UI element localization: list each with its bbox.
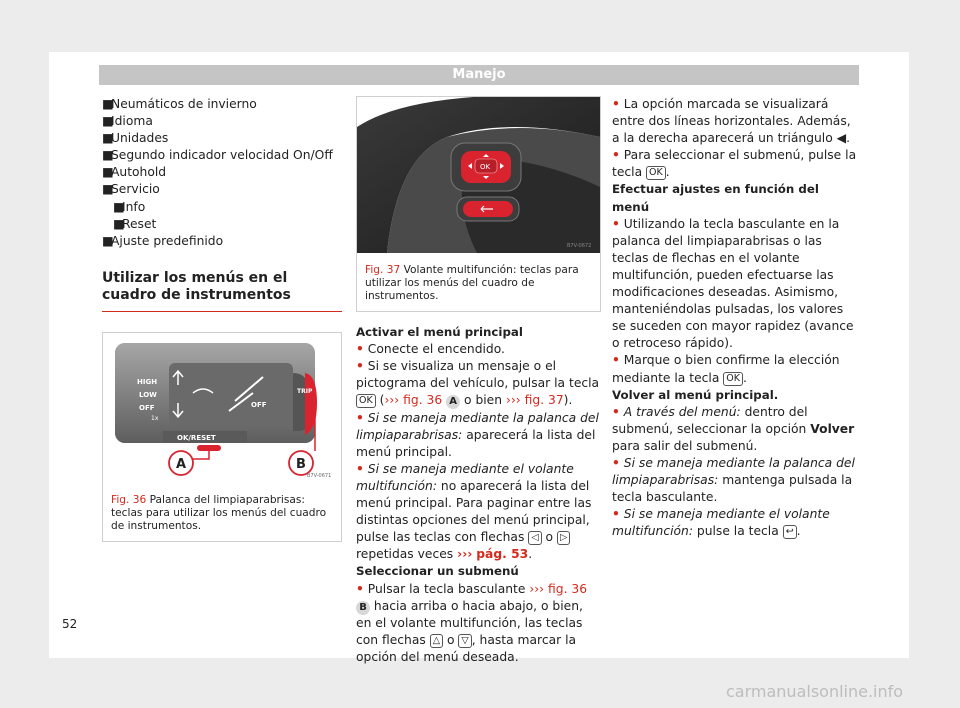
figure-36: [102, 332, 342, 542]
bullet: • La opción marcada se visualizará entre dos líneas horizontales. Además, a la derecha aparecerá un triángulo ◀.: [612, 97, 851, 146]
page-number: 52: [62, 617, 78, 631]
list-item: ■Neumáticos de invierno: [102, 97, 257, 111]
section-heading: Utilizar los menús en el cuadro de instrumentos: [102, 270, 342, 312]
label-trip: TRIP: [297, 387, 313, 395]
callout-a: A: [176, 456, 187, 472]
list-item: ■Autohold: [102, 165, 167, 180]
bullet: • Para seleccionar el submenú, pulse la tecla OK .: [612, 148, 857, 180]
label-off-right: OFF: [251, 400, 267, 409]
link-pag53[interactable]: pág. 53: [476, 547, 529, 562]
ok-key: OK: [723, 372, 743, 386]
figure-caption: Fig. 36 Palanca del limpiaparabrisas: teclas para utilizar los menús del cuadro de instrumentos.: [111, 493, 327, 532]
bullet: • Utilizando la tecla basculante en la palanca del limpiaparabrisas o las teclas de flechas en el volante multifunción, pueden efectuarse las modificaciones deseadas. Asimismo, manteniéndolas pulsadas, los valores se suceden con mayor rapidez (avance o retroceso rápido).: [612, 216, 854, 351]
list-item: ■Servicio: [102, 182, 160, 197]
ok-key: OK: [356, 394, 376, 408]
label-off: OFF: [139, 403, 155, 412]
bullet: • A través del menú: dentro del submenú, seleccionar la opción Volver para salir del submenú.: [612, 404, 855, 453]
bullet: • Si se visualiza un mensaje o el pictograma del vehículo, pulsar la tecla OK (››› fig. 36 A o bien ››› fig. 37).: [356, 359, 600, 408]
link-fig36[interactable]: fig. 36: [403, 393, 443, 408]
list-item-sub: ■Info: [113, 199, 146, 214]
label-high: HIGH: [137, 377, 158, 386]
section-header: Manejo: [99, 65, 859, 85]
bullet: • Si se maneja mediante la palanca del limpiaparabrisas: aparecerá la lista del menú principal.: [356, 410, 599, 459]
bullet: • Si se maneja mediante el volante multifunción: pulse la tecla ↩ .: [612, 507, 830, 539]
figure-caption: Fig. 37 Volante multifunción: teclas para utilizar los menús del cuadro de instrumentos.: [365, 264, 579, 303]
letter-a: A: [446, 395, 460, 409]
callout-b: B: [296, 456, 306, 472]
column-3: [612, 96, 859, 540]
wiper-lever-illustration: [103, 333, 341, 483]
subheading-ajustes: Efectuar ajustes en función del menú: [612, 182, 819, 214]
bullet: • Conecte el encendido.: [356, 342, 505, 357]
down-key: ▽: [458, 634, 471, 648]
figure-code: B7V-0672: [567, 243, 592, 249]
column-1: [102, 96, 342, 542]
bullet: • Pulsar la tecla basculante ››› fig. 36 B hacia arriba o hacia abajo, o bien, en el volante multifunción, las teclas con flechas △ o ▽ , hasta marcar la opción del menú deseada.: [356, 581, 588, 664]
back-key: ↩: [783, 525, 797, 539]
figure-code: B7V-0671: [307, 472, 332, 479]
link-fig36[interactable]: fig. 36: [548, 581, 588, 596]
bullet: • Si se maneja mediante el volante multifunción: no aparecerá la lista del menú principal. Para paginar entre las distintas opciones del menú principal, pulse las teclas con flechas ◁ o ▷ repetidas veces ››› pág. 53.: [356, 461, 592, 562]
subheading-volver: Volver al menú principal.: [612, 387, 779, 402]
link-fig37[interactable]: fig. 37: [524, 393, 564, 408]
watermark: carmanualsonline.info: [726, 682, 904, 701]
subheading-seleccionar: Seleccionar un submenú: [356, 564, 519, 579]
left-key: ◁: [528, 531, 541, 545]
bullet: • Si se maneja mediante la palanca del limpiaparabrisas: mantenga pulsada la tecla basculante.: [612, 455, 855, 505]
column-2: [356, 96, 601, 666]
ok-key: OK: [646, 166, 666, 180]
label-low: LOW: [139, 390, 157, 399]
wheel-ok-key: OK: [480, 163, 491, 171]
right-key: ▷: [557, 531, 570, 545]
up-key: △: [430, 634, 443, 648]
subheading-activar: Activar el menú principal: [356, 325, 523, 340]
list-item: ■Unidades: [102, 131, 169, 146]
triangle-icon: ◀: [836, 131, 847, 146]
list-item: ■Ajuste predefinido: [102, 233, 224, 248]
list-item-sub: ■Reset: [113, 216, 157, 231]
label-1x: 1x: [151, 414, 159, 422]
label-ok-reset: OK/RESET: [177, 433, 216, 442]
list-item: ■Segundo indicador velocidad On/Off: [102, 148, 333, 163]
bullet: • Marque o bien confirme la elección mediante la tecla OK .: [612, 353, 840, 385]
steering-wheel-illustration: [357, 97, 600, 253]
list-item: ■Idioma: [102, 114, 153, 129]
figure-37: [356, 96, 601, 312]
letter-b: B: [356, 601, 370, 615]
